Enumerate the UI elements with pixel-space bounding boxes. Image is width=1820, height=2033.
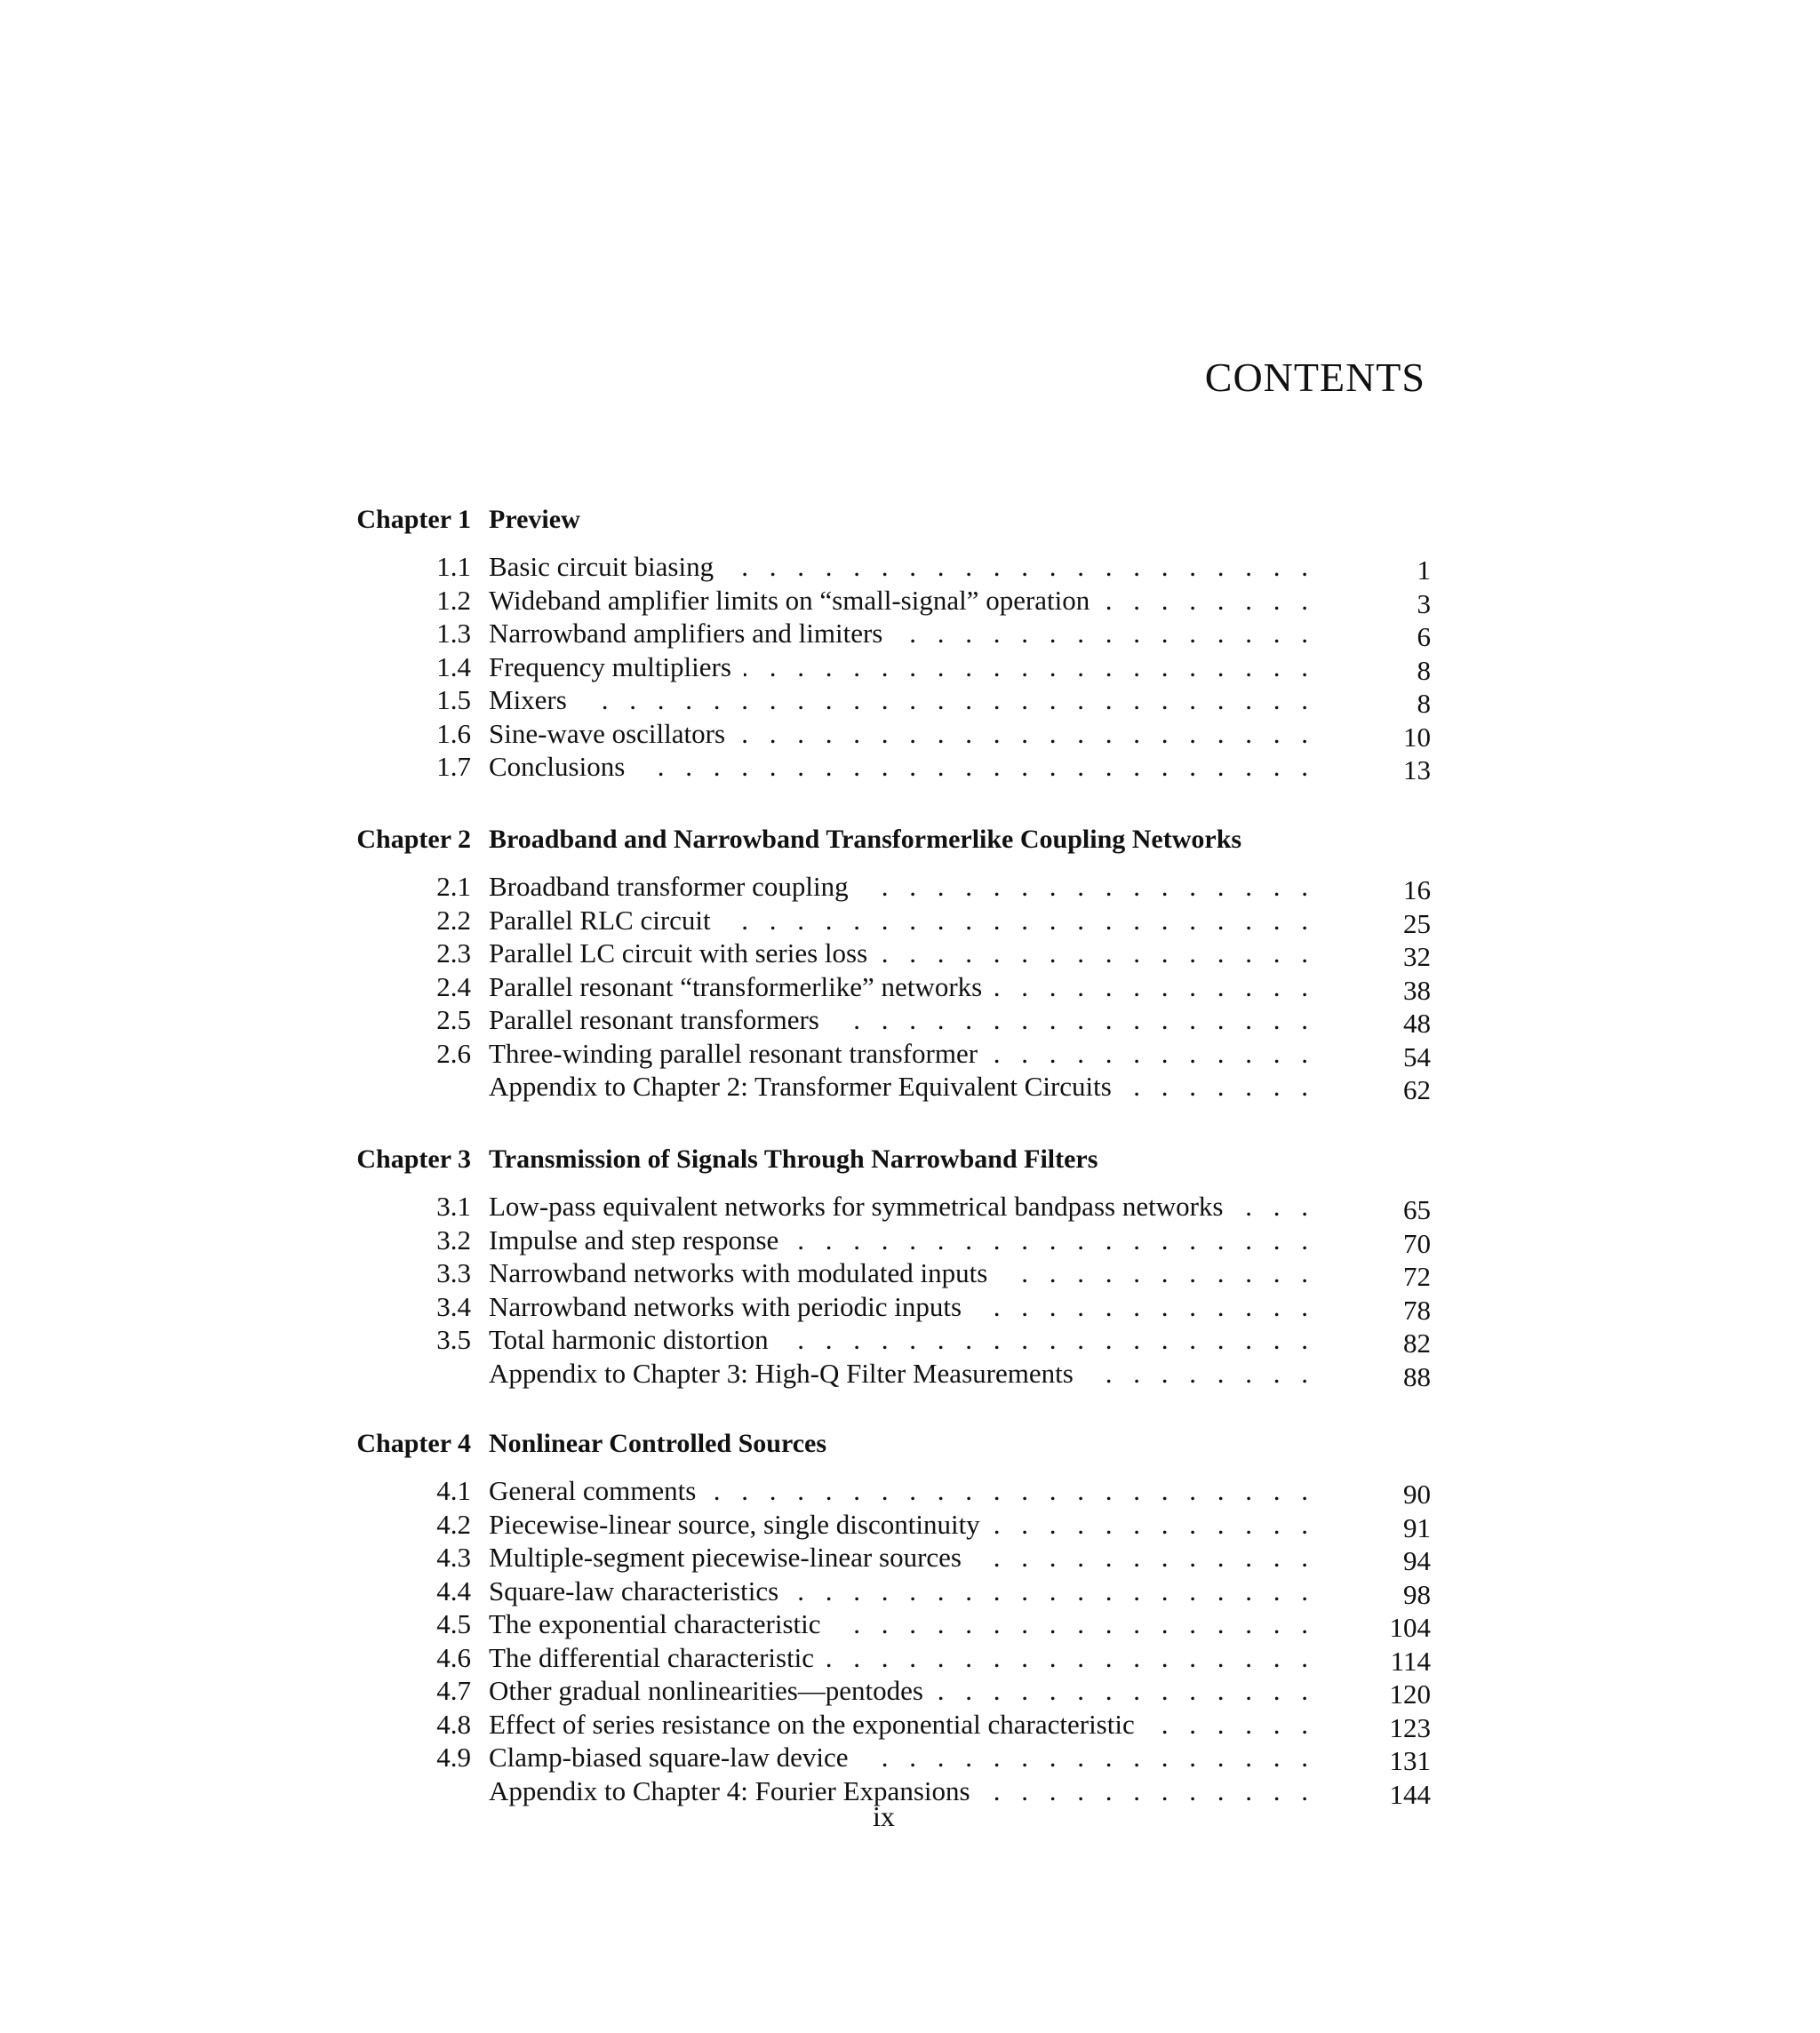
- section-title: Parallel LC circuit with series loss: [489, 937, 880, 969]
- section-number: 1.5: [436, 684, 471, 715]
- section-title: Appendix to Chapter 3: High-Q Filter Measurements: [489, 1358, 1086, 1389]
- page-ref: 10: [1403, 721, 1431, 753]
- section-title: Parallel resonant transformers: [489, 1004, 832, 1035]
- toc-entry: [329, 1323, 1431, 1357]
- chapter-label: Chapter 2: [356, 825, 471, 854]
- entry-leader-line: [489, 970, 1315, 1004]
- entry-leader-line: [489, 870, 1315, 904]
- entry-list: [329, 1190, 1431, 1390]
- section-title: Low-pass equivalent networks for symmetrical bandpass networks: [489, 1191, 1235, 1222]
- section-number: 4.6: [436, 1641, 471, 1673]
- page-ref: 8: [1417, 688, 1431, 719]
- page-ref: 70: [1403, 1227, 1431, 1259]
- section-title: Broadband transformer coupling: [489, 871, 861, 902]
- section-number: 1.6: [436, 717, 471, 749]
- page-ref: 48: [1403, 1008, 1431, 1039]
- entry-leader-line: [489, 1708, 1315, 1742]
- toc-entry: [329, 1641, 1431, 1675]
- page-ref: 94: [1403, 1545, 1431, 1576]
- section-number: 3.2: [436, 1224, 471, 1256]
- section-title: Basic circuit biasing: [489, 551, 726, 582]
- section-title: Conclusions: [489, 751, 637, 782]
- chapter-title: Preview: [489, 505, 580, 534]
- section-number: 2.1: [436, 871, 471, 902]
- chapter-heading: [329, 493, 1431, 546]
- chapter-title: Nonlinear Controlled Sources: [489, 1429, 827, 1458]
- chapter-section: [329, 1133, 1431, 1390]
- page-ref: 54: [1403, 1040, 1431, 1072]
- toc-appendix-entry: [329, 1357, 1431, 1391]
- toc-entry: [329, 1674, 1431, 1708]
- toc-entry: [329, 1190, 1431, 1224]
- section-number: 4.7: [436, 1675, 471, 1706]
- section-number: 4.9: [436, 1742, 471, 1773]
- page-ref: 114: [1390, 1645, 1431, 1677]
- entry-leader-line: [489, 550, 1315, 584]
- toc-entry: [329, 1003, 1431, 1037]
- chapter-label: Chapter 1: [356, 505, 471, 534]
- section-title: Frequency multipliers: [489, 651, 744, 682]
- entry-leader-line: [489, 904, 1315, 937]
- chapter-section: [329, 813, 1431, 1104]
- chapter-section: [329, 1417, 1431, 1810]
- toc-entry: [329, 1508, 1431, 1542]
- page-ref: 3: [1417, 587, 1431, 619]
- entry-list: [329, 1474, 1431, 1810]
- section-title: Narrowband networks with periodic inputs: [489, 1291, 974, 1322]
- page-ref: 88: [1403, 1360, 1431, 1392]
- chapter-heading: [329, 813, 1431, 866]
- section-title: Effect of series resistance on the exponential characteristic: [489, 1709, 1147, 1740]
- page-ref: 91: [1403, 1511, 1431, 1543]
- toc-entry: [329, 1037, 1431, 1071]
- section-title: Other gradual nonlinearities—pentodes: [489, 1675, 936, 1706]
- toc-entry: [329, 1474, 1431, 1508]
- entry-leader-line: [489, 1224, 1315, 1257]
- toc-entry: [329, 1290, 1431, 1324]
- toc-appendix-entry: [329, 1070, 1431, 1104]
- toc-entry: [329, 1575, 1431, 1608]
- section-number: 1.4: [436, 650, 471, 682]
- section-number: 1.7: [436, 751, 471, 782]
- toc-entry: [329, 683, 1431, 717]
- section-title: The differential characteristic: [489, 1642, 826, 1673]
- section-title: Mixers: [489, 684, 579, 715]
- entry-list: [329, 870, 1431, 1104]
- page-ref: 120: [1389, 1678, 1431, 1710]
- toc-entry: [329, 550, 1431, 584]
- page-ref: 8: [1417, 654, 1431, 686]
- section-title: Multiple-segment piecewise-linear sources: [489, 1542, 974, 1573]
- entry-leader-line: [489, 683, 1315, 717]
- page-ref: 6: [1417, 621, 1431, 652]
- section-title: Clamp-biased square-law device: [489, 1742, 861, 1773]
- section-number: 4.5: [436, 1608, 471, 1639]
- toc-entry: [329, 1256, 1431, 1290]
- toc-entry: [329, 870, 1431, 904]
- entry-leader-line: [489, 1508, 1315, 1542]
- entry-leader-line: [489, 1256, 1315, 1290]
- entry-leader-line: [489, 1607, 1315, 1641]
- section-number: 4.3: [436, 1542, 471, 1573]
- section-title: Narrowband amplifiers and limiters: [489, 618, 895, 649]
- section-title: Total harmonic distortion: [489, 1324, 781, 1355]
- page-ref: 32: [1403, 941, 1431, 972]
- section-number: 2.5: [436, 1004, 471, 1035]
- page-ref: 13: [1403, 754, 1431, 785]
- page-ref: 16: [1403, 874, 1431, 905]
- page-ref: 62: [1403, 1074, 1431, 1105]
- page-ref: 104: [1389, 1612, 1431, 1643]
- section-title: The exponential characteristic: [489, 1608, 834, 1639]
- entry-leader-line: [489, 617, 1315, 650]
- entry-leader-line: [489, 1774, 1315, 1808]
- entry-leader-line: [489, 1003, 1315, 1037]
- page-title: CONTENTS: [1204, 355, 1425, 400]
- chapter-heading: [329, 1417, 1431, 1471]
- toc-entry: [329, 1741, 1431, 1774]
- chapter-heading: [329, 1133, 1431, 1186]
- entry-leader-line: [489, 1070, 1315, 1104]
- chapter-label: Chapter 4: [356, 1429, 471, 1458]
- entry-list: [329, 550, 1431, 784]
- toc-entry: [329, 1607, 1431, 1641]
- entry-leader-line: [489, 1541, 1315, 1575]
- entry-leader-line: [489, 584, 1315, 618]
- section-title: Three-winding parallel resonant transformer: [489, 1038, 990, 1069]
- toc-entry: [329, 1541, 1431, 1575]
- section-number: 2.6: [436, 1037, 471, 1069]
- toc-entry: [329, 970, 1431, 1004]
- section-title: Impulse and step response: [489, 1224, 791, 1256]
- toc-entry: [329, 717, 1431, 751]
- chapter-label: Chapter 3: [356, 1144, 471, 1174]
- chapter-section: [329, 493, 1431, 784]
- toc-entry: [329, 1224, 1431, 1257]
- page-ref: 144: [1389, 1778, 1431, 1810]
- section-number: 3.5: [436, 1324, 471, 1355]
- section-number: 3.4: [436, 1290, 471, 1322]
- section-title: Piecewise-linear source, single discontinuity: [489, 1509, 993, 1540]
- section-title: General comments: [489, 1475, 708, 1506]
- section-title: Narrowband networks with modulated inputs: [489, 1257, 1000, 1288]
- section-number: 3.1: [436, 1191, 471, 1222]
- entry-leader-line: [489, 1037, 1315, 1071]
- entry-leader-line: [489, 1575, 1315, 1608]
- page-ref: 38: [1403, 974, 1431, 1006]
- page-ref: 25: [1403, 907, 1431, 939]
- section-title: Wideband amplifier limits on “small-signal” operation: [489, 585, 1102, 616]
- toc-entry: [329, 1708, 1431, 1742]
- section-number: 1.1: [436, 551, 471, 582]
- page-ref: 131: [1389, 1745, 1431, 1776]
- toc-entry: [329, 584, 1431, 618]
- page-ref: 78: [1403, 1294, 1431, 1326]
- section-title: Sine-wave oscillators: [489, 718, 738, 749]
- toc-entry: [329, 937, 1431, 970]
- section-title: Appendix to Chapter 2: Transformer Equivalent Circuits: [489, 1071, 1124, 1102]
- chapter-title: Transmission of Signals Through Narrowband Filters: [489, 1144, 1098, 1174]
- section-number: 2.3: [436, 937, 471, 969]
- toc-entry: [329, 904, 1431, 937]
- page-ref: 65: [1403, 1194, 1431, 1225]
- chapter-title: Broadband and Narrowband Transformerlike Coupling Networks: [489, 825, 1242, 854]
- entry-leader-line: [489, 750, 1315, 784]
- page-ref: 98: [1403, 1578, 1431, 1610]
- page-ref: 72: [1403, 1261, 1431, 1292]
- entry-leader-line: [489, 1323, 1315, 1357]
- section-title: Square-law characteristics: [489, 1575, 791, 1606]
- entry-leader-line: [489, 1641, 1315, 1675]
- toc-entry: [329, 617, 1431, 650]
- section-number: 4.2: [436, 1508, 471, 1540]
- page-number: ix: [873, 1800, 895, 1832]
- section-title: Appendix to Chapter 4: Fourier Expansions: [489, 1775, 983, 1806]
- entry-leader-line: [489, 650, 1315, 684]
- page-ref: 82: [1403, 1327, 1431, 1359]
- section-number: 4.4: [436, 1575, 471, 1606]
- page-ref: 1: [1417, 554, 1431, 586]
- entry-leader-line: [489, 937, 1315, 970]
- section-number: 3.3: [436, 1257, 471, 1288]
- section-number: 4.1: [436, 1475, 471, 1506]
- entry-leader-line: [489, 1474, 1315, 1508]
- section-title: Parallel RLC circuit: [489, 905, 723, 936]
- entry-leader-line: [489, 1357, 1315, 1391]
- section-title: Parallel resonant “transformerlike” networks: [489, 971, 994, 1002]
- entry-leader-line: [489, 1290, 1315, 1324]
- entry-leader-line: [489, 1190, 1315, 1224]
- toc-entry: [329, 750, 1431, 784]
- section-number: 4.8: [436, 1708, 471, 1740]
- entry-leader-line: [489, 717, 1315, 751]
- page-ref: 90: [1403, 1479, 1431, 1510]
- entry-leader-line: [489, 1674, 1315, 1708]
- section-number: 2.4: [436, 970, 471, 1002]
- toc-entry: [329, 650, 1431, 684]
- section-number: 1.3: [436, 618, 471, 649]
- entry-leader-line: [489, 1741, 1315, 1774]
- section-number: 1.2: [436, 584, 471, 616]
- section-number: 2.2: [436, 904, 471, 936]
- page-ref: 123: [1389, 1711, 1431, 1743]
